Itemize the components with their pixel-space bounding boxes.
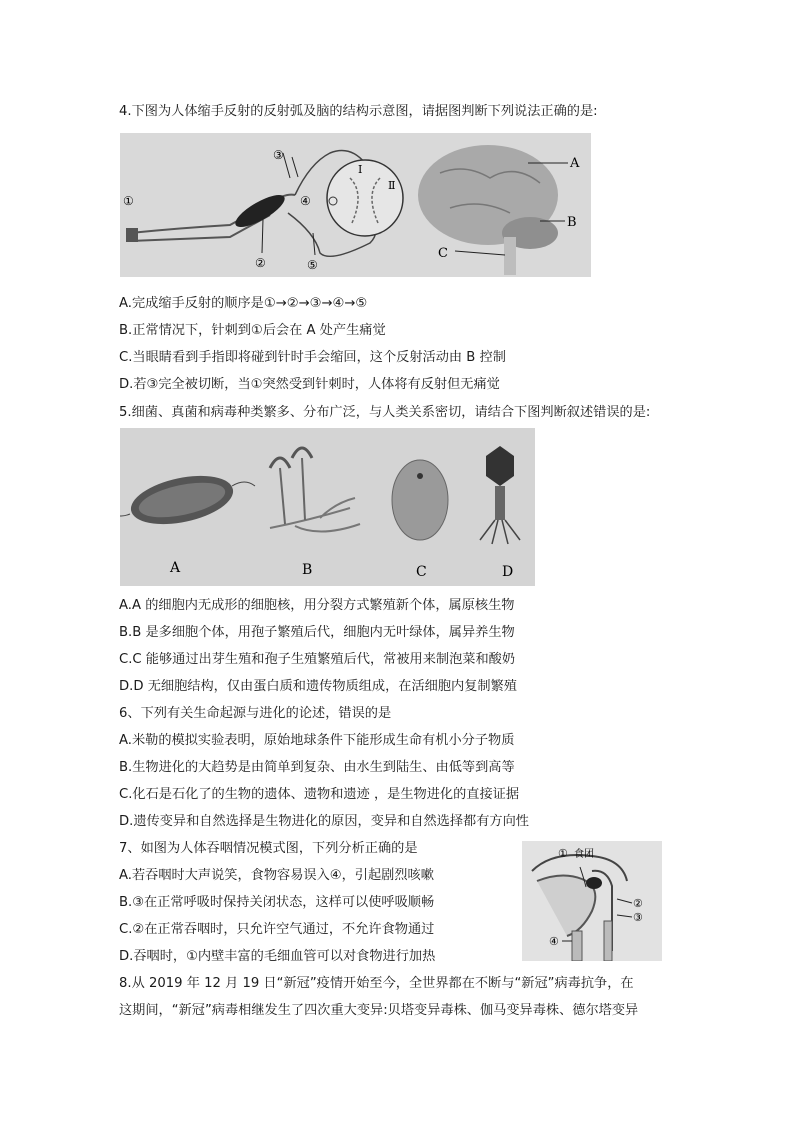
q7-stem: 7、如图为人体吞咽情况模式图，下列分析正确的是 (119, 841, 418, 856)
q5-stem: 5.细菌、真菌和病毒种类繁多、分布广泛，与人类关系密切，请结合下图判断叙述错误的是: (119, 405, 651, 420)
fig7-label-food: 食团 (574, 849, 594, 860)
q6-option-c: C.化石是石化了的生物的遗体、遗物和遗迹 ，是生物进化的直接证据 (119, 787, 520, 802)
fig7-label-2: ② (633, 897, 643, 910)
fig5-label-C: C (416, 564, 427, 580)
fig7-label-3: ③ (633, 911, 643, 924)
q4-option-c: C.当眼睛看到手指即将碰到针时手会缩回，这个反射活动由 B 控制 (119, 350, 506, 365)
q7-option-c: C.②在正常吞咽时，只允许空气通过，不允许食物通过 (119, 922, 435, 937)
q7-option-d: D.吞咽时，①内壁丰富的毛细血管可以对食物进行加热 (119, 949, 436, 964)
q6-option-a: A.米勒的模拟实验表明，原始地球条件下能形成生命有机小分子物质 (119, 733, 515, 748)
q8-line-2: 这期间，“新冠”病毒相继发生了四次重大变异:贝塔变异毒株、伽马变异毒株、德尔塔变异 (119, 1003, 639, 1018)
reflex-arc-brain-figure (120, 133, 591, 277)
q6-stem: 6、下列有关生命起源与进化的论述，错误的是 (119, 706, 392, 721)
q4-stem: 4.下图为人体缩手反射的反射弧及脑的结构示意图，请据图判断下列说法正确的是: (119, 104, 598, 119)
microbes-figure (120, 428, 535, 586)
fig4-label-B: B (567, 215, 577, 230)
fig4-label-2: ② (255, 256, 266, 270)
fig4-label-4: ④ (300, 194, 311, 208)
fig4-label-3: ③ (273, 148, 284, 162)
fig4-label-C: C (438, 246, 448, 261)
q5-option-d: D.D 无细胞结构，仅由蛋白质和遗传物质组成，在活细胞内复制繁殖 (119, 679, 517, 694)
fig7-label-1: ① (558, 847, 568, 860)
q6-option-b: B.生物进化的大趋势是由简单到复杂、由水生到陆生、由低等到高等 (119, 760, 515, 775)
q6-option-d: D.遗传变异和自然选择是生物进化的原因，变异和自然选择都有方向性 (119, 814, 529, 829)
q4-option-a: A.完成缩手反射的顺序是①→②→③→④→⑤ (119, 296, 368, 311)
q5-option-c: C.C 能够通过出芽生殖和孢子生殖繁殖后代，常被用来制泡菜和酸奶 (119, 652, 516, 667)
fig5-label-D: D (502, 564, 514, 580)
q8-line-1: 8.从 2019 年 12 月 19 日“新冠”疫情开始至今，全世界都在不断与“新冠”病毒抗争，在 (119, 976, 634, 991)
q4-option-b: B.正常情况下，针刺到①后会在 A 处产生痛觉 (119, 323, 386, 338)
fig5-label-A: A (170, 560, 181, 576)
fig4-label-1: ① (123, 194, 134, 208)
q7-option-b: B.③在正常呼吸时保持关闭状态，这样可以使呼吸顺畅 (119, 895, 435, 910)
fig7-label-4: ④ (549, 935, 559, 948)
fig4-label-I: Ⅰ (358, 163, 363, 176)
swallowing-figure (522, 841, 662, 961)
q7-option-a: A.若吞咽时大声说笑，食物容易误入④，引起剧烈咳嗽 (119, 868, 434, 883)
fig4-label-A: A (570, 156, 580, 171)
q4-option-d: D.若③完全被切断，当①突然受到针刺时，人体将有反射但无痛觉 (119, 377, 500, 392)
q5-option-a: A.A 的细胞内无成形的细胞核，用分裂方式繁殖新个体，属原核生物 (119, 598, 515, 613)
fig5-label-B: B (302, 562, 313, 578)
fig4-label-II: Ⅱ (388, 179, 396, 192)
fig4-label-5: ⑤ (307, 258, 318, 272)
q5-option-b: B.B 是多细胞个体，用孢子繁殖后代，细胞内无叶绿体，属异养生物 (119, 625, 515, 640)
